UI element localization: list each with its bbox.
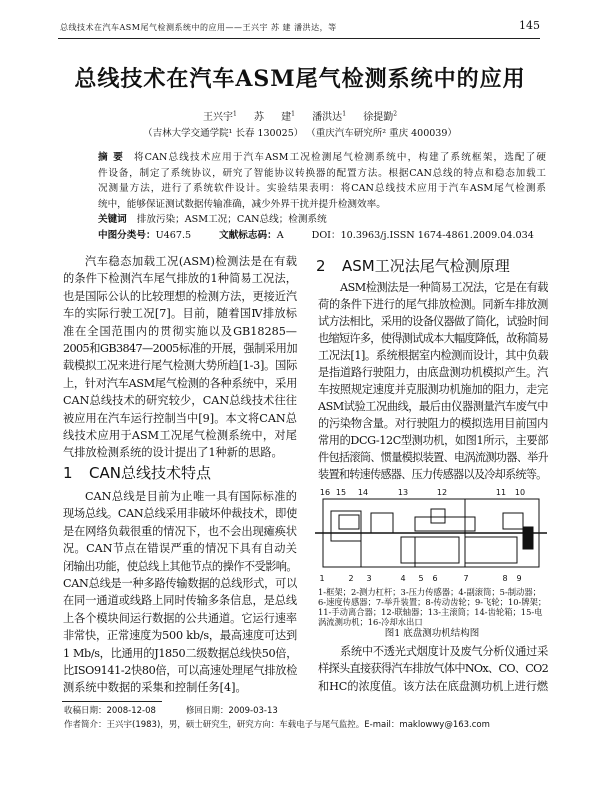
- flywheel: [523, 527, 533, 549]
- figure-label: 4: [400, 574, 406, 583]
- author: 潘洪达$^1$: [312, 110, 347, 123]
- text-line: 样探头直接获得汽车排放气体中NOx、CO、CO2: [318, 662, 548, 676]
- abstract-label: 摘 要: [98, 152, 124, 163]
- text-line: 件包括滚筒、惯量模拟装置、电涡流测功器、举升: [318, 451, 548, 464]
- text-line: 汽车稳态加载工况(ASM)检测法是在有载: [85, 255, 297, 268]
- text-line: 工况法[1]。系统根据室内检测而设计，其中负载: [318, 349, 548, 362]
- text-line: 上各个模块间运行数据的公共通道。它运行速率: [63, 611, 297, 625]
- text-line: 车的实际行驶工况[7]。目前，随着国Ⅳ排放标: [63, 307, 297, 321]
- figure-1-caption: 图1 底盘测功机结构图: [384, 628, 480, 639]
- text-line: 和HC的浓度值。该方法在底盘测功机上进行燃: [318, 679, 548, 693]
- text-line: 气排放检测系统的设计提出了1种新的思路。: [63, 446, 283, 460]
- legend-line: 涡流测功机；16-冷却水出口: [318, 617, 423, 627]
- footnote-rule: [62, 701, 162, 702]
- figure-label: 3: [366, 574, 372, 583]
- footnote-dates: 收稿日期：2008-12-08 修回日期：2009-03-13: [64, 706, 278, 716]
- text-line: 装置和转速传感器、压力传感器以及冷却系统等。: [318, 468, 547, 481]
- abstract-line: 况测量方法，进行了系统软件设计。实验结果表明：将CAN总线技术应用于汽车ASM尾气检测系: [98, 183, 546, 195]
- page-number: 145: [519, 19, 540, 32]
- keywords: 关键词 排放污染；ASM工况；CAN总线；检测系统: [98, 214, 327, 226]
- figure-label: 12: [436, 488, 448, 497]
- text-line: 的条件下检测汽车尾气排放的1种简易工况法，: [63, 272, 297, 286]
- figure-label: 10: [514, 488, 526, 497]
- text-line: 荷的条件下进行的尾气排放检测。同新车排放测: [318, 298, 548, 311]
- text-line: 的污染物含量。对行驶阻力的模拟选用目前国内: [318, 417, 548, 430]
- section-2-continued: [318, 643, 548, 695]
- legend-line: 1-框架；2-测力杠杆；3-压力传感器；4-副滚筒；5-制动器；: [318, 587, 541, 597]
- auxiliary-roller: [401, 537, 459, 563]
- text-line: 试方法相比，采用的设备仪器做了简化，试验时间: [318, 315, 548, 328]
- author: 徐提勤$^2$: [363, 110, 398, 123]
- figure-label: 16: [319, 488, 331, 497]
- abstract-line: 件设备，制定了系统协议，研究了智能协议转换器的配置方法。根据CAN总线的特点和稳态加载工: [98, 167, 546, 179]
- text-line: 线技术应用于ASM工况尾气检测系统中，对尾: [63, 428, 297, 442]
- text-line: 是在网络负载很重的情况下，也不会出现瘫痪状: [63, 524, 297, 538]
- text-line: 准在全国范围内的贯彻实施以及GB18285—: [63, 324, 297, 338]
- eddy-current-unit: [339, 515, 359, 529]
- text-line: 闭输出功能，使总线上其他节点的操作不受影响。: [63, 559, 297, 573]
- text-line: CAN总线是目前为止唯一具有国际标准的: [85, 490, 297, 503]
- footnote-author-bio: 作者简介：王兴宇(1983)，男，硕士研究生，研究方向：车载电子与尾气监控。E-mail：maklowwy@163.com: [64, 720, 490, 730]
- section-1-body: [63, 488, 297, 697]
- abstract: [98, 150, 546, 244]
- text-line: 况。CAN节点在错误严重的情况下具有自动关: [63, 542, 297, 556]
- text-line: 现场总线。CAN总线采用非破坏仲裁技术，即使: [63, 507, 297, 521]
- text-line: 非常快，正常速度为500 kb/s，最高速度可达到: [63, 629, 297, 643]
- figure-label: 2: [348, 574, 354, 583]
- figure-label: 5: [418, 574, 424, 583]
- text-line: 1 Mb/s，比通用的J1850二级数据总线快50倍，: [63, 646, 297, 660]
- author: 王兴宇$^1$: [202, 110, 237, 123]
- figure-1-legend: [318, 587, 548, 627]
- running-header: 总线技术在汽车ASM尾气检测系统中的应用——王兴宇 苏 建 潘洪达，等: [60, 23, 337, 32]
- section-2-heading: 2 ASM工况法尾气检测原理: [316, 257, 510, 275]
- figure-1-diagram: [315, 485, 547, 585]
- header-rule: [58, 38, 540, 39]
- legend-line: 11-手动离合器；12-联轴器；13-主滚筒；14-齿轮箱；15-电: [318, 607, 543, 617]
- text-line: 载模拟工况来进行尾气检测大势所趋[1-3]。国际: [63, 359, 297, 373]
- intro-paragraph: [63, 253, 297, 462]
- clutch: [503, 513, 523, 529]
- text-line: 常用的DCG-12C型测功机，如图1所示，主要部: [318, 434, 548, 447]
- author: 苏 建$^1$: [253, 110, 295, 123]
- text-line: 比ISO9141-2快80倍，可以高速处理尾气排放检: [63, 663, 297, 677]
- gearbox: [371, 513, 393, 533]
- figure-label: 14: [357, 488, 369, 497]
- author-list: [0, 108, 600, 123]
- text-line: CAN总线是一种多路传输数据的总线形式，可以: [63, 576, 297, 590]
- text-line: CAN总线技术的研究较少，CAN总线技术往往: [63, 394, 297, 408]
- text-line: 上，针对汽车ASM尾气检测的各种系统中，采用: [63, 376, 297, 390]
- affiliation: （吉林大学交通学院¹ 长春 130025） （重庆汽车研究所² 重庆 400039）: [143, 128, 457, 139]
- text-line: 2005和GB3847—2005标准的开展，强制采用加: [63, 341, 297, 355]
- section-1-heading: 1 CAN总线技术特点: [63, 464, 211, 482]
- figure-label: 7: [463, 574, 469, 583]
- classification: 中图分类号：U467.5 文献标志码：A DOI：10.3963/j.ISSN 1674-4861.2009.04.034: [98, 229, 534, 241]
- figure-label: 6: [432, 574, 438, 583]
- figure-label: 1: [319, 574, 325, 583]
- text-line: 也是国际公认的比较理想的检测方法，更接近汽: [63, 289, 297, 303]
- figure-label: 8: [502, 574, 508, 583]
- section-2-body: [318, 279, 548, 483]
- text-line: 在同一通道或线路上同时传输多条信息，是总线: [63, 594, 297, 608]
- figure-label: 9: [516, 574, 522, 583]
- text-line: 是指道路行驶阻力，由底盘测功机模拟产生。汽: [318, 366, 548, 379]
- figure-label: 11: [495, 488, 507, 497]
- text-line: 也缩短许多，使得测试成本大幅度降低，故称简易: [318, 332, 548, 345]
- lifting-device: [465, 537, 517, 563]
- figure-label: 15: [335, 488, 347, 497]
- text-line: ASM检测法是一种简易工况法，它是在有载: [340, 281, 548, 294]
- text-line: 系统中不透光式烟度计及废气分析仪通过采: [340, 645, 548, 658]
- figure-label: 13: [397, 488, 409, 497]
- text-line: 车按照规定速度并克服测功机施加的阻力，走完: [318, 383, 548, 396]
- text-line: ASM试验工况曲线，最后由仪器测量汽车废气中: [318, 400, 548, 413]
- text-line: 被应用在汽车运行控制当中[9]。本文将CAN总: [63, 411, 297, 425]
- coupling: [431, 509, 445, 523]
- legend-line: 6-速度传感器；7-举升装置；8-传动齿轮；9-飞轮；10-牌架；: [318, 597, 547, 607]
- abstract-line: 统中，能够保证测试数据传输准确，减少外界干扰并提升检测效率。: [98, 198, 386, 210]
- abstract-line: 摘 要 将CAN总线技术应用于汽车ASM工况检测尾气检测系统中，构建了系统框架，选配了硬: [98, 152, 546, 163]
- paper-title: 总线技术在汽车ASM尾气检测系统中的应用: [74, 66, 526, 92]
- text-line: 测系统中数据的采集和控制任务[4]。: [63, 681, 247, 695]
